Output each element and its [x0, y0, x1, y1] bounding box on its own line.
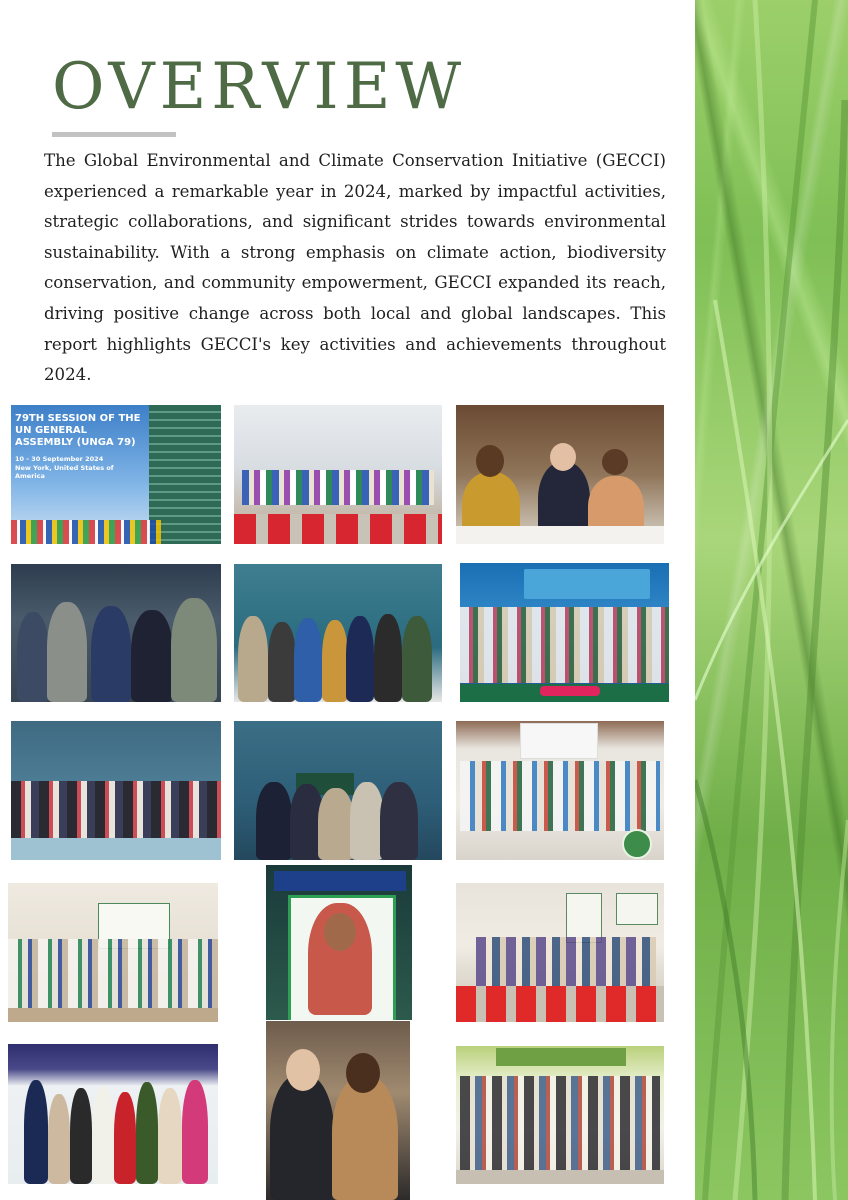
- photo-delegation-group: [11, 564, 221, 702]
- unga-title: 79TH SESSION OF THE UN GENERAL ASSEMBLY (UNGA 79): [15, 413, 141, 448]
- photo-two-men-portrait: [266, 1021, 410, 1200]
- photo-youth-leadership-training: [8, 1044, 218, 1184]
- photo-another-sahel-group: [456, 1046, 664, 1184]
- photo-conference-lobby-group: [11, 721, 221, 860]
- organization-logo-icon: [622, 829, 652, 859]
- unga-caption: [15, 413, 145, 480]
- photo-cop29-pavilion: [234, 564, 442, 702]
- photo-youth-climate-council-frame: [266, 865, 412, 1020]
- unga-location: New York, United States of America: [15, 464, 114, 480]
- photo-group-hall: [234, 405, 442, 544]
- photo-panel-meeting: [456, 405, 664, 544]
- photo-workshop-hall-group: [456, 721, 664, 860]
- photo-welcome-banner-group: [8, 883, 218, 1022]
- page-title: OVERVIEW: [52, 50, 467, 124]
- cop29-signage: [314, 578, 424, 608]
- unga-dates: 10 - 30 September 2024: [15, 455, 104, 463]
- photo-pavilion-five-people: [234, 721, 442, 860]
- overview-paragraph: The Global Environmental and Climate Conservation Initiative (GECCI) experienced a remarkable year in 2024, marked by impactful activities, strategic collaborations, and significant strides towards environmental sustainability. With a strong emphasis on climate action, biodiversity conservation, and community empowerment, GECCI expanded its reach, driving positive change across both local and global landscapes. This report highlights GECCI's key activities and achievements throughout 2024.: [44, 151, 666, 385]
- grass-background-image: [695, 0, 848, 1200]
- title-underline: [52, 132, 176, 137]
- photo-workshop-seated-circle: [456, 883, 664, 1022]
- photo-unga79-banner: [11, 405, 221, 544]
- grass-blades-illustration: [695, 0, 848, 1200]
- photo-lcoy-nigeria-2024: [460, 563, 669, 702]
